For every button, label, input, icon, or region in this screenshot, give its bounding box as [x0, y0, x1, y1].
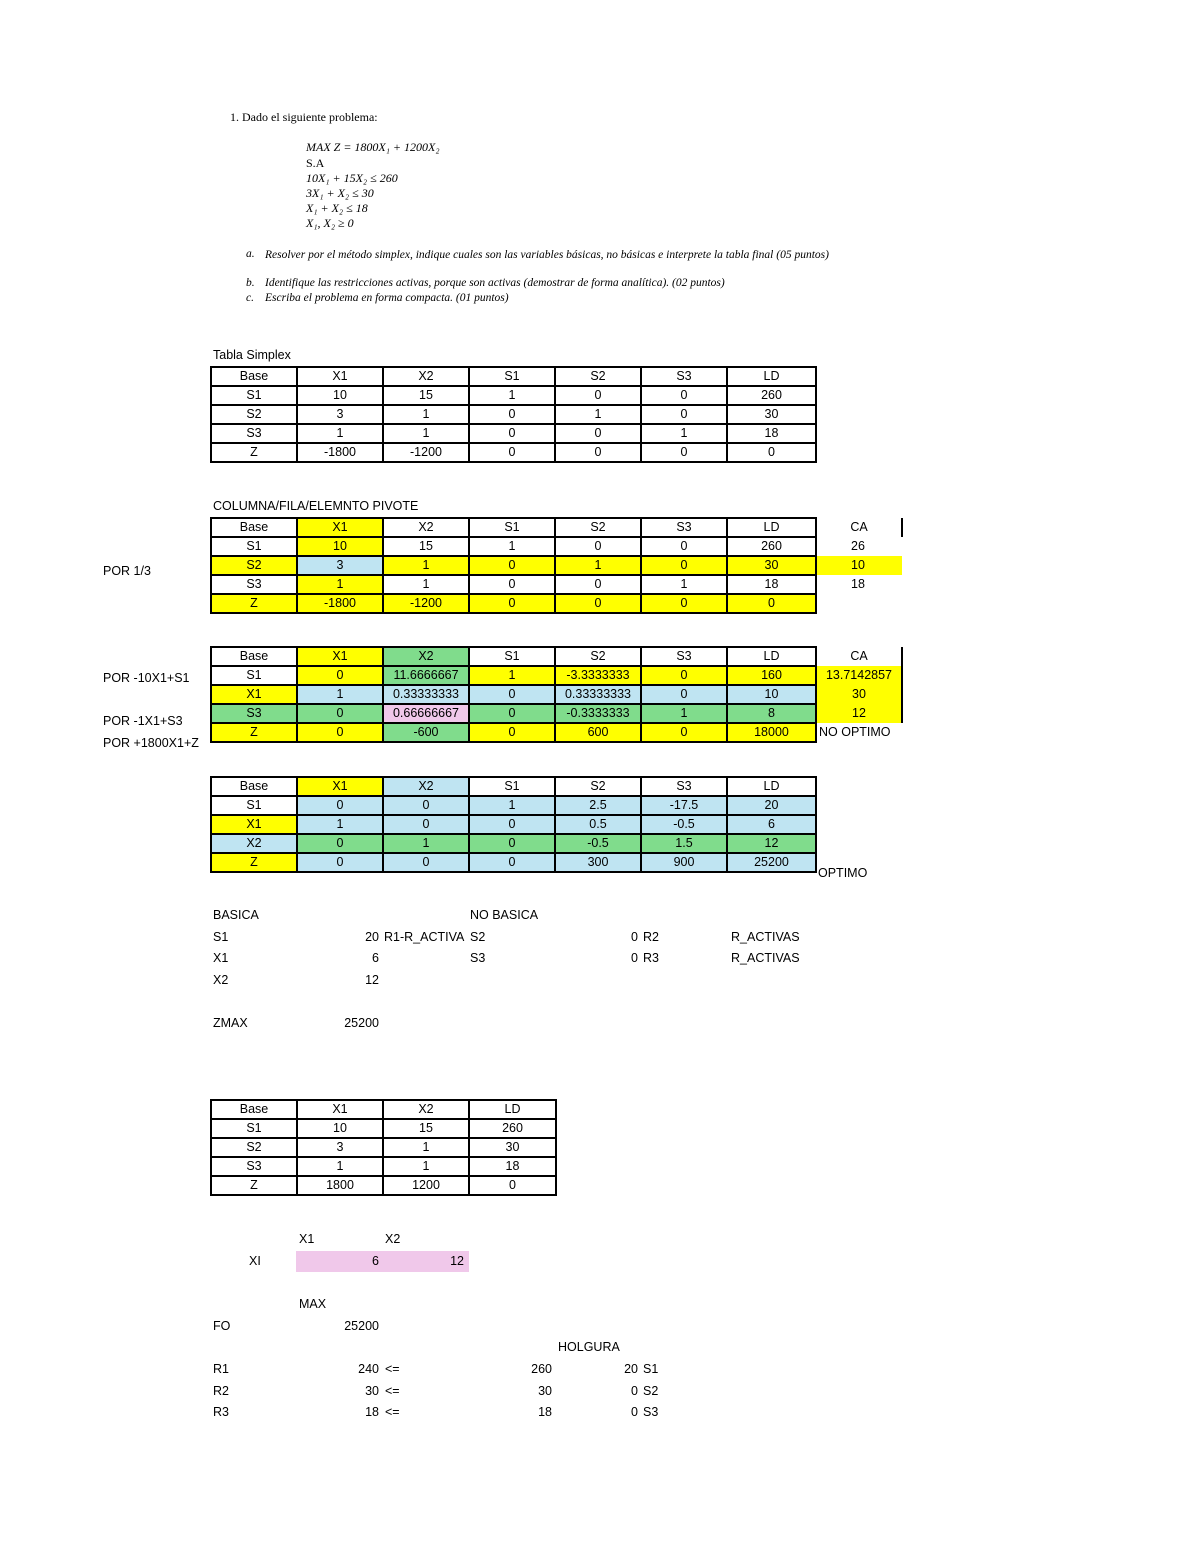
table-cell: -1200 — [383, 594, 469, 613]
restriction-lhs: 18 — [365, 1405, 379, 1419]
table-cell: 13.7142857 — [816, 666, 902, 685]
nonbasic-var: S3 — [470, 951, 486, 965]
problem-line-r2: 3X₁ + X₂ ≤ 30 — [306, 186, 374, 200]
table-cell: Z — [211, 443, 297, 462]
table-cell: 0.33333333 — [383, 685, 469, 704]
table-cell: 0 — [469, 556, 555, 575]
table1-title: Tabla Simplex — [213, 348, 291, 362]
header-cell: S3 — [641, 647, 727, 666]
table-cell: S3 — [211, 424, 297, 443]
basic-var: X2 — [213, 973, 229, 987]
header-cell: S3 — [641, 518, 727, 537]
table-cell: -1800 — [297, 443, 383, 462]
header-cell: S3 — [641, 367, 727, 386]
header-cell: Base — [211, 518, 297, 537]
table-cell: 10 — [816, 556, 902, 575]
restriction-status: R_ACTIVAS — [731, 930, 800, 944]
table-cell — [816, 594, 902, 613]
table-cell: 0 — [641, 443, 727, 462]
header-cell: LD — [727, 647, 816, 666]
header-cell: X2 — [383, 777, 469, 796]
table-cell: 1 — [297, 424, 383, 443]
zmax-value: 25200 — [344, 1016, 379, 1030]
table-cell: 1 — [469, 796, 555, 815]
solution-x2-value: 12 — [450, 1254, 464, 1268]
table-cell: Z — [211, 1176, 297, 1195]
nonbasic-var: S2 — [470, 930, 486, 944]
row-note: POR -10X1+S1 — [103, 671, 190, 685]
table-cell: 0 — [297, 853, 383, 872]
table-cell: 12 — [816, 704, 902, 723]
table-cell: 1.5 — [641, 834, 727, 853]
row-note: POR +1800X1+Z — [103, 736, 199, 750]
table-cell: 0 — [555, 443, 641, 462]
simplex-table-initial — [210, 366, 817, 463]
table-cell: 0 — [727, 443, 816, 462]
table-cell: 0 — [555, 575, 641, 594]
table-row — [211, 1176, 556, 1195]
header-cell: S1 — [469, 367, 555, 386]
header-cell: LD — [727, 367, 816, 386]
header-cell: Base — [211, 647, 297, 666]
table-row — [211, 443, 816, 462]
table-cell: -0.3333333 — [555, 704, 641, 723]
table-cell: 0 — [469, 834, 555, 853]
solution-vector — [296, 1251, 469, 1272]
table-row — [211, 575, 902, 594]
restriction-name: R3 — [643, 951, 659, 965]
table-cell: 30 — [816, 685, 902, 704]
table-cell: S1 — [211, 537, 297, 556]
table-cell: X1 — [211, 815, 297, 834]
problem-line-r1: 10X₁ + 15X₂ ≤ 260 — [306, 171, 398, 185]
table-cell: 0.33333333 — [555, 685, 641, 704]
table-row — [211, 424, 816, 443]
table-cell: 160 — [727, 666, 816, 685]
table-cell: 1 — [469, 537, 555, 556]
table-cell: S3 — [211, 704, 297, 723]
table-row — [211, 1157, 556, 1176]
table-cell: 1 — [641, 424, 727, 443]
header-cell: LD — [727, 518, 816, 537]
table-cell: 0 — [469, 443, 555, 462]
table-row — [211, 1119, 556, 1138]
table-cell: 18 — [727, 424, 816, 443]
table-cell: S1 — [211, 796, 297, 815]
table-cell: 0 — [469, 685, 555, 704]
solution-col-x1: X1 — [299, 1232, 315, 1246]
table-cell: 0 — [297, 723, 383, 742]
table-row — [211, 1138, 556, 1157]
table-cell: Z — [211, 853, 297, 872]
table-cell: X2 — [211, 834, 297, 853]
table-cell: 26 — [851, 539, 865, 553]
table-cell: 10 — [727, 685, 816, 704]
table-cell: 0 — [469, 594, 555, 613]
problem-line-r3: X₁ + X₂ ≤ 18 — [306, 201, 368, 215]
table-cell: 10 — [297, 537, 383, 556]
table-cell: 1 — [383, 556, 469, 575]
table-row — [211, 853, 816, 872]
table-cell: 30 — [727, 405, 816, 424]
restriction-op: <= — [385, 1384, 400, 1398]
table-cell: S1 — [211, 666, 297, 685]
header-cell: LD — [469, 1100, 556, 1119]
slack-var: S1 — [643, 1362, 659, 1376]
table-cell: 30 — [469, 1138, 556, 1157]
restriction-op: <= — [385, 1362, 400, 1376]
table-cell: 3 — [297, 556, 383, 575]
table-cell: -3.3333333 — [555, 666, 641, 685]
table-cell: 260 — [727, 537, 816, 556]
slack-value: 0 — [631, 1384, 638, 1398]
table-cell: -17.5 — [641, 796, 727, 815]
header-cell: X2 — [383, 1100, 469, 1119]
table-row — [211, 666, 902, 685]
table-cell: 300 — [555, 853, 641, 872]
task-b-letter: b. — [246, 277, 255, 289]
slack-value: 20 — [624, 1362, 638, 1376]
table-cell: 0 — [555, 386, 641, 405]
restriction-name: R2 — [643, 930, 659, 944]
table-cell: 0 — [469, 575, 555, 594]
table-row — [211, 815, 816, 834]
table-cell: 0 — [641, 594, 727, 613]
table-cell: 15 — [383, 1119, 469, 1138]
table-cell: 18 — [469, 1157, 556, 1176]
table-cell: 15 — [383, 386, 469, 405]
no-basica-label: NO BASICA — [470, 908, 539, 922]
table-cell: 1 — [555, 405, 641, 424]
table-cell: 0 — [555, 594, 641, 613]
table-row — [211, 386, 816, 405]
problem-line-nonneg: X₁, X₂ ≥ 0 — [306, 216, 354, 230]
table-cell: S2 — [211, 405, 297, 424]
table-cell: 1 — [297, 575, 383, 594]
problem-line-objective: MAX Z = 1800X₁ + 1200X₂ — [306, 140, 440, 154]
header-cell: S3 — [641, 777, 727, 796]
slack-var: S2 — [643, 1384, 659, 1398]
simplex-table-optimal — [210, 776, 817, 873]
restriction-label: R1 — [213, 1362, 229, 1376]
basic-value: 12 — [365, 973, 379, 987]
table-cell: 0 — [641, 723, 727, 742]
table-cell: 1200 — [383, 1176, 469, 1195]
restriction-note: R1-R_ACTIVA — [384, 930, 465, 944]
header-cell: S2 — [555, 647, 641, 666]
table-cell: 0 — [555, 537, 641, 556]
table-row — [211, 405, 816, 424]
nonbasic-value: 0 — [631, 951, 638, 965]
header-cell: S2 — [555, 777, 641, 796]
basic-value: 6 — [372, 951, 379, 965]
basic-value: 20 — [365, 930, 379, 944]
restriction-lhs: 240 — [358, 1362, 379, 1376]
simplex-table-pivot — [210, 517, 903, 614]
table-cell: 2.5 — [555, 796, 641, 815]
table-header-row — [211, 1100, 556, 1119]
max-label: MAX — [299, 1297, 327, 1311]
table-cell: S2 — [211, 556, 297, 575]
table-row — [211, 796, 816, 815]
header-cell: X2 — [383, 518, 469, 537]
row-note: POR -1X1+S3 — [103, 714, 183, 728]
problem-title: 1. Dado el siguiente problema: — [230, 110, 378, 124]
header-cell: CA — [816, 647, 902, 666]
table-cell: 0 — [641, 666, 727, 685]
table-cell: S1 — [211, 1119, 297, 1138]
table-row — [211, 723, 902, 742]
table-cell: 0 — [469, 704, 555, 723]
table-cell: 0 — [297, 704, 383, 723]
header-cell: X1 — [297, 647, 383, 666]
table-cell: 0 — [297, 666, 383, 685]
table-cell: 0.5 — [555, 815, 641, 834]
header-cell: X2 — [383, 647, 469, 666]
table-cell: Z — [211, 594, 297, 613]
problem-line-sa: S.A — [306, 156, 325, 170]
table-cell: 12 — [727, 834, 816, 853]
table2-title: COLUMNA/FILA/ELEMNTO PIVOTE — [213, 499, 419, 513]
table-cell: 15 — [383, 537, 469, 556]
header-cell: S2 — [555, 367, 641, 386]
status-label: NO OPTIMO — [819, 725, 891, 739]
table-row — [211, 834, 816, 853]
table-cell: 0 — [383, 796, 469, 815]
table-cell: 6 — [727, 815, 816, 834]
table-cell: 1 — [383, 405, 469, 424]
nonbasic-value: 0 — [631, 930, 638, 944]
restriction-lhs: 30 — [365, 1384, 379, 1398]
table-cell: S3 — [211, 575, 297, 594]
table-row — [211, 594, 902, 613]
fo-value: 25200 — [344, 1319, 379, 1333]
header-cell: S1 — [469, 777, 555, 796]
basic-var: X1 — [213, 951, 229, 965]
header-cell: S1 — [469, 518, 555, 537]
zmax-label: ZMAX — [213, 1016, 248, 1030]
task-a-letter: a. — [246, 248, 255, 260]
table-cell: 1 — [555, 556, 641, 575]
table-cell: 0 — [641, 405, 727, 424]
slack-value: 0 — [631, 1405, 638, 1419]
table-cell: 0 — [297, 796, 383, 815]
table-cell: 0 — [469, 405, 555, 424]
header-cell: X1 — [297, 1100, 383, 1119]
table-cell: 1 — [469, 666, 555, 685]
header-cell: Base — [211, 1100, 297, 1119]
table-cell: 18000 — [727, 723, 816, 742]
table-header-row — [211, 647, 902, 666]
table-cell: 20 — [727, 796, 816, 815]
restriction-rhs: 30 — [538, 1384, 552, 1398]
header-cell: X1 — [297, 777, 383, 796]
task-b-text: Identifique las restricciones activas, porque son activas (demostrar de forma analítica). (02 puntos) — [265, 277, 725, 289]
table-cell: 11.6666667 — [383, 666, 469, 685]
slack-var: S3 — [643, 1405, 659, 1419]
task-c-text: Escriba el problema en forma compacta. (01 puntos) — [265, 292, 509, 304]
table-row — [211, 685, 902, 704]
table-cell: 0 — [641, 556, 727, 575]
table-cell: 0 — [383, 815, 469, 834]
table-cell: 0 — [469, 815, 555, 834]
solution-x1-value: 6 — [372, 1254, 379, 1268]
table-cell: 10 — [297, 386, 383, 405]
fo-label: FO — [213, 1319, 231, 1333]
header-cell: X1 — [297, 367, 383, 386]
restriction-label: R3 — [213, 1405, 229, 1419]
table-cell: 0 — [297, 834, 383, 853]
table-cell: 1 — [297, 815, 383, 834]
table-cell: 1 — [383, 1138, 469, 1157]
compact-data-table — [210, 1099, 557, 1196]
task-c-letter: c. — [246, 292, 254, 304]
table-cell: 3 — [297, 1138, 383, 1157]
optimal-status: OPTIMO — [818, 866, 868, 880]
restriction-op: <= — [385, 1405, 400, 1419]
table-cell: 1 — [383, 424, 469, 443]
table-header-row — [211, 367, 816, 386]
restriction-status: R_ACTIVAS — [731, 951, 800, 965]
table-cell: 0 — [641, 386, 727, 405]
table-cell: 0 — [469, 853, 555, 872]
table-cell: 1 — [469, 386, 555, 405]
basic-var: S1 — [213, 930, 229, 944]
task-a-text: Resolver por el método simplex, indique cuales son las variables básicas, no básicas e interprete la tabla final (05 puntos) — [265, 249, 829, 261]
table-cell: 1 — [641, 704, 727, 723]
table-cell: 1 — [297, 1157, 383, 1176]
header-cell: X2 — [383, 367, 469, 386]
table-cell: -600 — [383, 723, 469, 742]
restriction-rhs: 18 — [538, 1405, 552, 1419]
table-cell: 1 — [297, 685, 383, 704]
table-cell: 1800 — [297, 1176, 383, 1195]
table-cell: 600 — [555, 723, 641, 742]
table-cell: 0 — [727, 594, 816, 613]
table-cell: 18 — [851, 577, 865, 591]
restriction-rhs: 260 — [531, 1362, 552, 1376]
table-cell: 18 — [727, 575, 816, 594]
header-cell: CA — [816, 518, 902, 537]
table-cell: 0.66666667 — [383, 704, 469, 723]
table-cell: -1800 — [297, 594, 383, 613]
table-cell: S2 — [211, 1138, 297, 1157]
solution-row-label: XI — [249, 1254, 261, 1268]
table-cell: 8 — [727, 704, 816, 723]
solution-col-x2: X2 — [385, 1232, 401, 1246]
table-row — [211, 556, 902, 575]
table-cell: 0 — [469, 1176, 556, 1195]
table-cell: 0 — [469, 723, 555, 742]
table-cell: X1 — [211, 685, 297, 704]
table-row — [211, 704, 902, 723]
table-header-row — [211, 777, 816, 796]
table-cell: S3 — [211, 1157, 297, 1176]
table-cell: 3 — [297, 405, 383, 424]
table-cell: S1 — [211, 386, 297, 405]
table-cell: 0 — [641, 537, 727, 556]
table-cell: 1 — [383, 575, 469, 594]
table-row — [211, 537, 902, 556]
table-cell: 0 — [555, 424, 641, 443]
table-cell: 0 — [383, 853, 469, 872]
table-cell: 0 — [469, 424, 555, 443]
header-cell: Base — [211, 777, 297, 796]
table-cell: 900 — [641, 853, 727, 872]
header-cell: S2 — [555, 518, 641, 537]
table-cell: 0 — [641, 685, 727, 704]
header-cell: X1 — [297, 518, 383, 537]
table-cell: 1 — [641, 575, 727, 594]
table-cell: 260 — [469, 1119, 556, 1138]
table-cell: 30 — [727, 556, 816, 575]
header-cell: LD — [727, 777, 816, 796]
holgura-label: HOLGURA — [558, 1340, 620, 1354]
row-note: POR 1/3 — [103, 564, 151, 578]
table-cell: 260 — [727, 386, 816, 405]
table-cell: -1200 — [383, 443, 469, 462]
header-cell: Base — [211, 367, 297, 386]
table-header-row — [211, 518, 902, 537]
table-cell: 1 — [383, 834, 469, 853]
table-cell: -0.5 — [555, 834, 641, 853]
table-cell: 25200 — [727, 853, 816, 872]
table-cell: 10 — [297, 1119, 383, 1138]
header-cell: S1 — [469, 647, 555, 666]
table-cell: Z — [211, 723, 297, 742]
basica-label: BASICA — [213, 908, 259, 922]
restriction-label: R2 — [213, 1384, 229, 1398]
table-cell: -0.5 — [641, 815, 727, 834]
table-cell: 1 — [383, 1157, 469, 1176]
simplex-table-iteration-1 — [210, 646, 903, 743]
